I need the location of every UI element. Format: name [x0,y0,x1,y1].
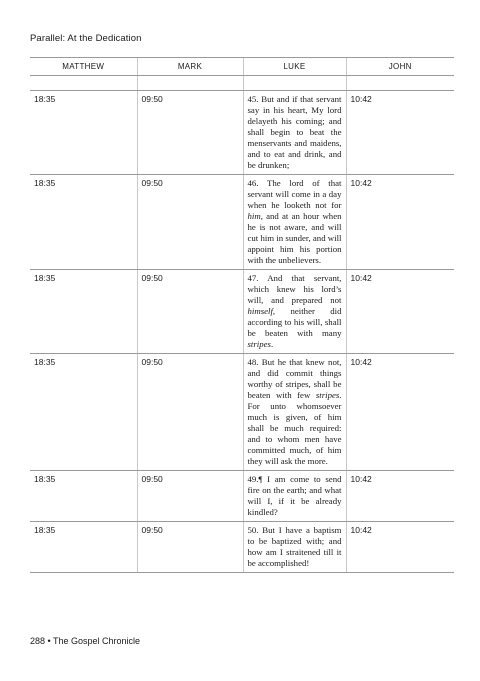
column-header-luke: LUKE [243,58,346,76]
table-row [30,270,454,354]
mark-reference: 09:50 [137,354,243,471]
luke-verse-text [243,522,346,573]
table-row [30,175,454,270]
mark-reference: 09:50 [137,471,243,522]
italic-word: stripes [315,390,340,400]
luke-verse-text [243,91,346,175]
verse-text-segment: 45. But and if that servant say in his heart, My lord delayeth his coming; and shall begin to beat the menservants and maidens, and to eat and drink, and be drunken; [247,94,342,170]
luke-verse-text [243,270,346,354]
mark-reference: 09:50 [137,270,243,354]
table-row [30,471,454,522]
page-footer: 288 • The Gospel Chronicle [30,636,141,646]
table-row [30,354,454,471]
italic-word: stripes [247,339,271,349]
verse-text-segment: . For unto whomsoever much is given, of him shall be much required: and to whom men have committed much, of him they will ask the more. [247,390,342,466]
verse-text-segment: 47. And that servant, which knew his lord’s will, and prepared not [247,273,342,305]
column-header-john: JOHN [346,58,454,76]
john-reference: 10:42 [346,522,454,573]
column-header-mark: MARK [137,58,243,76]
verse-text-segment: . [270,339,274,349]
luke-verse-text [243,471,346,522]
matthew-reference: 18:35 [30,522,137,573]
luke-verse-text [243,175,346,270]
verse-text-segment: 48. But he that knew not, and did commit things worthy of stripes, shall be beaten with few [247,357,342,400]
verse-text-segment: 50. But I have a baptism to be baptized with; and how am I straitened till it be accomplished! [247,525,342,568]
mark-reference: 09:50 [137,175,243,270]
matthew-reference: 18:35 [30,270,137,354]
matthew-reference: 18:35 [30,175,137,270]
table-row [30,91,454,175]
parallel-table [30,57,454,573]
verse-text-segment: 49.¶ I am come to send fire on the earth; and what will I, if it be already kindled? [247,474,342,517]
verse-text-segment: , neither did according to his will, shall be beaten with many [247,306,342,338]
john-reference: 10:42 [346,91,454,175]
matthew-reference: 18:35 [30,354,137,471]
matthew-reference: 18:35 [30,471,137,522]
john-reference: 10:42 [346,175,454,270]
luke-verse-text [243,354,346,471]
mark-reference: 09:50 [137,522,243,573]
mark-reference: 09:50 [137,91,243,175]
verse-text-segment: , and at an hour when he is not aware, and will cut him in sunder, and will appoint him his portion with the unbelievers. [247,211,342,265]
john-reference: 10:42 [346,354,454,471]
italic-word: himself [247,306,273,316]
page-heading: Parallel: At the Dedication [30,33,142,44]
spacer-row [30,76,454,91]
column-header-row [30,58,454,76]
table-row [30,522,454,573]
john-reference: 10:42 [346,471,454,522]
john-reference: 10:42 [346,270,454,354]
verse-text-segment: 46. The lord of that servant will come in a day when he looketh not for [247,178,342,210]
italic-word: him [247,211,261,221]
column-header-matthew: MATTHEW [30,58,137,76]
matthew-reference: 18:35 [30,91,137,175]
